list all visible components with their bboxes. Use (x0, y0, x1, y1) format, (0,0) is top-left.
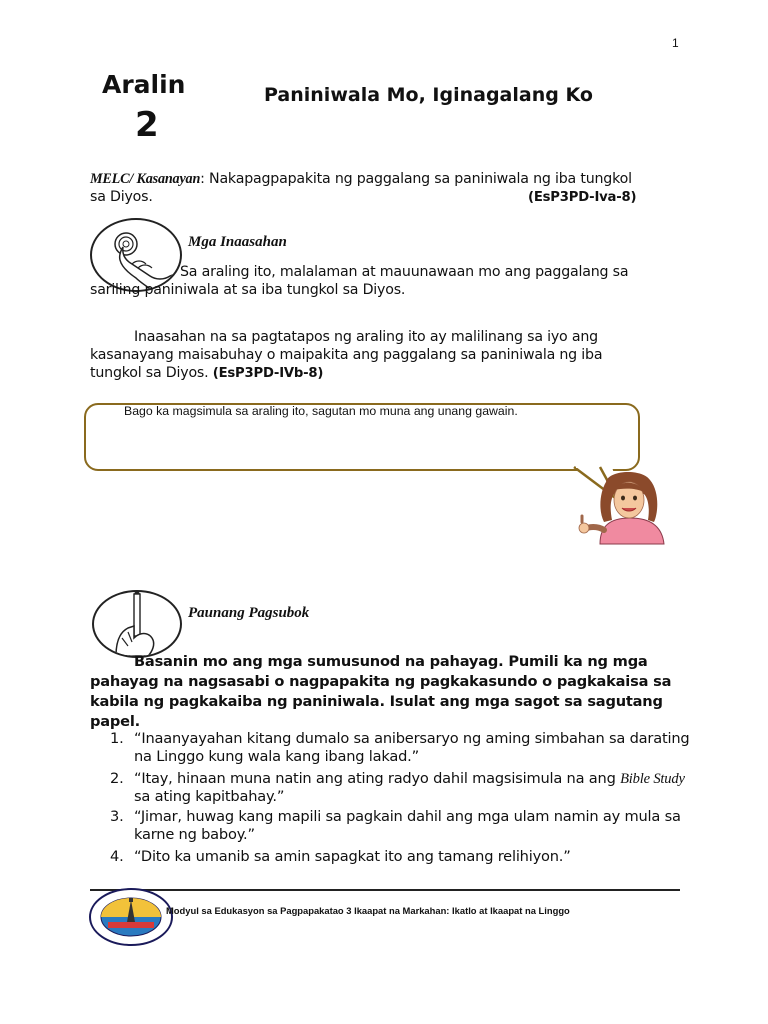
item-text: “Jimar, huwag kang mapili sa pagkain dahil ang mga ulam namin ay mula sa karne ng baboy.” (134, 808, 681, 843)
item-number: 2. (110, 770, 124, 787)
inaasahan-code: (EsP3PD-IVb-8) (212, 366, 324, 381)
lesson-label: Aralin (102, 70, 186, 99)
page-number: 1 (672, 36, 679, 50)
item-number: 4. (110, 848, 124, 865)
melc-label: MELC/ Kasanayan (90, 171, 201, 187)
pagsubok-item-list (90, 730, 690, 870)
item-text-italic: Bible Study (620, 771, 685, 787)
inaasahan-paragraph-2 (90, 328, 650, 383)
item-text-end: sa ating kapitbahay.” (134, 788, 285, 805)
list-item (90, 770, 690, 806)
inaasahan-heading: Mga Inaasahan (188, 234, 287, 250)
list-item (90, 848, 690, 866)
lesson-number: 2 (135, 105, 159, 145)
speech-bubble-text: Bago ka magsimula sa araling ito, sagutan mo muna ang unang gawain. (124, 404, 518, 418)
item-text-start: “Itay, hinaan muna natin ang ating radyo dahil magsisimula na ang (134, 770, 621, 787)
hand-pencil-icon (92, 590, 182, 658)
item-number: 3. (110, 808, 124, 825)
pagsubok-heading: Paunang Pagsubok (188, 605, 310, 621)
division-seal-logo (88, 888, 174, 946)
footer-text: Modyul sa Edukasyon sa Pagpapakatao 3 Ikaapat na Markahan: Ikatlo at Ikaapat na Linggo (166, 905, 570, 916)
melc-code: (EsP3PD-Iva-8) (528, 190, 637, 205)
item-number: 1. (110, 730, 124, 747)
list-item (90, 730, 690, 766)
pagsubok-instructions: Basanin mo ang mga sumusunod na pahayag. Pumili ka ng mga pahayag na nagsasabi o nagpapakita ng pagkakasundo o pagkakaisa sa kabila ng pagkakaiba ng paniniwala. Isulat ang mga sagot sa sagutang papel. (90, 653, 672, 730)
footer-divider (90, 889, 680, 891)
teacher-character-image (578, 470, 672, 546)
melc-text: : Nakapagpapakita ng paggalang sa paniniwala ng iba tungkol sa Diyos. (90, 171, 632, 205)
item-text: “Inaanyayahan kitang dumalo sa anibersaryo ng aming simbahan sa darating na Linggo kung wala kang ibang lakad.” (134, 730, 690, 765)
lesson-title: Paniniwala Mo, Iginagalang Ko (264, 84, 593, 106)
item-text: “Dito ka umanib sa amin sapagkat ito ang tamang relihiyon.” (134, 848, 571, 865)
list-item (90, 808, 690, 844)
inaasahan-paragraph-2-text: Inaasahan na sa pagtatapos ng araling ito ay malilinang sa iyo ang kasanayang maisabuhay o maipakita ang paggalang sa paniniwala ng iba tungkol sa Diyos. (90, 329, 603, 381)
inaasahan-paragraph-1: Sa araling ito, malalaman at mauunawaan mo ang paggalang sa sariling paniniwala at sa iba tungkol sa Diyos. (90, 264, 629, 298)
